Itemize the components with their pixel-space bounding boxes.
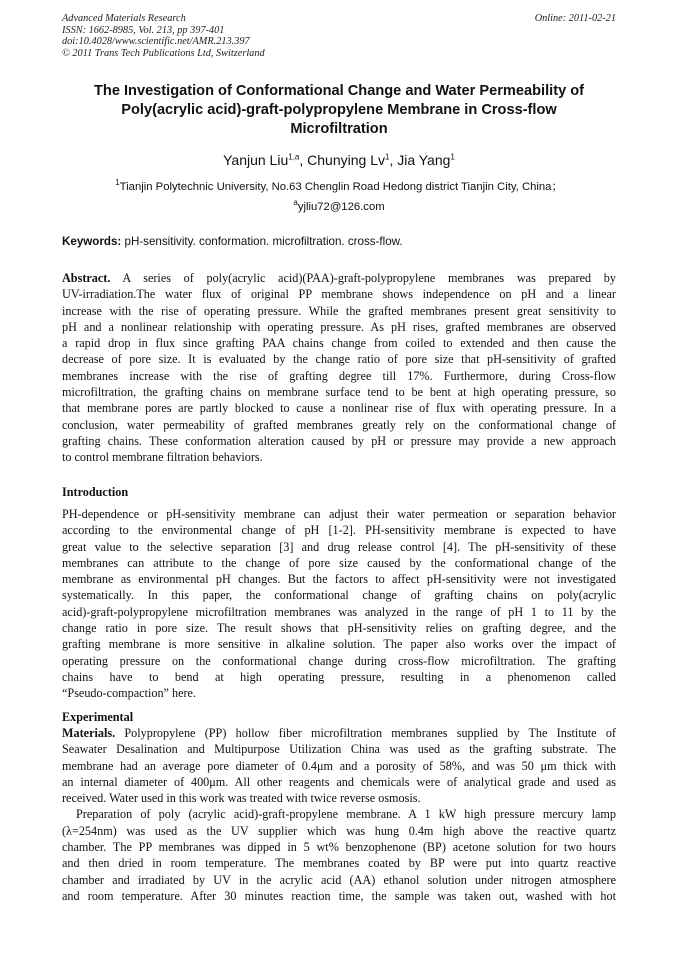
abstract-line: a rapid drop in flux since grafting PAA chains change from coiled to extended and then cause the bbox=[62, 336, 616, 351]
abstract-line: that membrane pores are partly blocked to cause a nonlinear rise of flux with operating pressure. In a bbox=[62, 401, 616, 416]
paper-title bbox=[62, 82, 616, 139]
introduction-line: operating pressure on the conformational change during cross-flow microfiltration. The grafting bbox=[62, 653, 616, 668]
affiliation bbox=[62, 180, 616, 194]
abstract-line: decrease of pore size. It is evaluated by the change ratio of pore size that pH-sensitivity of grafted bbox=[62, 352, 616, 367]
affiliation-mark: 1 bbox=[115, 178, 120, 188]
author-affiliation-mark: 1 bbox=[384, 152, 390, 162]
experimental-section bbox=[62, 725, 616, 904]
experimental-line: Preparation of poly (acrylic acid)-graft-propylene membrane. A 1 kW high pressure mercury lamp bbox=[76, 807, 616, 822]
abstract-line: Abstract. A series of poly(acrylic acid)(PAA)-graft-polypropylene membranes was prepared by bbox=[62, 271, 616, 285]
keywords-text: pH-sensitivity. conformation. microfiltration. cross-flow. bbox=[121, 235, 403, 248]
introduction-section bbox=[62, 506, 616, 702]
abstract-line: to control membrane filtration behaviors. bbox=[62, 450, 263, 465]
experimental-line: chamber. The PP membranes was dipped in 5 wt% benzophenone (BP) acetone solution for two hours bbox=[62, 840, 616, 855]
abstract-line: membranes increase with the rise of grafting degree till 17%. Furthermore, during Cross-flow bbox=[62, 368, 616, 383]
issn-line: ISSN: 1662-8985, Vol. 213, pp 397-401 bbox=[62, 24, 225, 36]
introduction-line: change ratio in pore size. The result shows that pH-sensitivity relies on grafting degree, and the bbox=[62, 621, 616, 636]
keywords-label: Keywords: bbox=[62, 235, 122, 248]
title-line: The Investigation of Conformational Change and Water Permeability of bbox=[93, 83, 585, 99]
author-name: Jia Yang bbox=[397, 152, 451, 168]
abstract-section bbox=[62, 270, 616, 466]
journal-name: Advanced Materials Research bbox=[62, 13, 186, 24]
author-list bbox=[62, 151, 616, 169]
introduction-line: chains have to bend at high operating pressure, resulting in a phenomenon called bbox=[62, 669, 616, 684]
experimental-heading: Experimental bbox=[62, 710, 134, 724]
introduction-line: membranes can attribute to the change of pore size caused by the conformational change of the bbox=[62, 555, 616, 570]
introduction-line: PH-dependence or pH-sensitivity membrane can adjust their water permeation or separation behavior bbox=[62, 507, 616, 521]
materials-label: Materials. bbox=[62, 726, 116, 740]
keywords-line bbox=[62, 235, 616, 249]
copyright-line: © 2011 Trans Tech Publications Ltd, Switzerland bbox=[62, 47, 265, 59]
affiliation-text: Tianjin Polytechnic University, No.63 Chenglin Road Hedong district Tianjin City, China； bbox=[119, 181, 563, 193]
author-name: Chunying Lv bbox=[307, 152, 385, 168]
abstract-line: increase with the rise of operating pressure. While the grafted membranes present great sensitivity to bbox=[62, 303, 616, 318]
title-line: Poly(acrylic acid)-graft-polypropylene Membrane in Cross-flow bbox=[121, 102, 557, 118]
introduction-line: great value to the selective separation [3] and drug release control [4]. The pH-sensitivity of these bbox=[62, 539, 616, 554]
experimental-line: Materials. Polypropylene (PP) hollow fiber microfiltration membranes supplied by The Institute of bbox=[62, 726, 616, 740]
experimental-line: an internal diameter of 400μm. All other reagents and chemicals were of analytical grade and used as bbox=[62, 774, 616, 789]
introduction-line: grafting membrane is more sensitive in alkaline solution. The paper also works over the impact of bbox=[62, 637, 616, 652]
author-affiliation-mark: 1,a bbox=[288, 152, 300, 162]
experimental-line: Seawater Desalination and Multipurpose Utilization China was used as the grafting substrate. The bbox=[62, 742, 616, 757]
experimental-line: (λ=254nm) was used as the UV supplier which was hung 0.4m high above the reactive quartz bbox=[62, 823, 616, 838]
abstract-line: grafting chains. These conformation alteration caused by pH or pressure may provide a new approach bbox=[62, 433, 616, 448]
doi-line: doi:10.4028/www.scientific.net/AMR.213.397 bbox=[62, 36, 250, 48]
author-email bbox=[62, 200, 616, 214]
author-affiliation-mark: 1 bbox=[450, 152, 455, 162]
abstract-line: pH and a nonlinear relationship with operating pressure. As pH rises, grafted membranes are observed bbox=[62, 319, 616, 334]
introduction-heading: Introduction bbox=[62, 485, 129, 499]
experimental-line: and then dried in room temperature. The membranes coated by BP were put into quartz reactive bbox=[62, 856, 616, 871]
author-separator: , bbox=[389, 152, 398, 168]
abstract-label: Abstract. bbox=[62, 271, 111, 285]
introduction-line: according to the environmental change of pH [1-2]. PH-sensitivity membrane is expected to have bbox=[62, 523, 616, 538]
title-line: Microfiltration bbox=[290, 121, 388, 137]
journal-header bbox=[62, 13, 616, 59]
author-separator: , bbox=[299, 152, 308, 168]
email-address: yjliu72@126.com bbox=[297, 201, 385, 213]
abstract-line: conclusion, water permeability of grafted membranes greatly rely on the conformational change of bbox=[62, 417, 616, 432]
experimental-line: received. Water used in this work was treated with twice reverse osmosis. bbox=[62, 791, 421, 806]
abstract-line: UV-irradiation.The water flux of original PP membrane shows independence on pH and a linear bbox=[62, 287, 616, 302]
email-mark: a bbox=[293, 198, 298, 208]
author-name: Yanjun Liu bbox=[223, 152, 289, 168]
experimental-line: chamber and irradiated by UV in the acrylic acid (AA) ethanol solution under nitrogen atmosphere bbox=[62, 872, 616, 887]
online-date: Online: 2011-02-21 bbox=[534, 13, 616, 24]
experimental-line: and room temperature. After 30 minutes reaction time, the sample was taken out, washed with hot bbox=[62, 888, 616, 903]
introduction-line: systematically. In this paper, the conformational change of grafting chains on poly(acrylic bbox=[62, 588, 616, 603]
introduction-line: “Pseudo-compaction” here. bbox=[62, 686, 197, 701]
introduction-line: membrane as environmental pH changes. But the factors to affect pH-sensitivity were not investigated bbox=[62, 572, 616, 587]
abstract-line: microfiltration, the grafting chains on membrane surface tend to be bent at high operating pressure, so bbox=[62, 385, 616, 400]
introduction-line: acid)-graft-polypropylene microfiltration membranes was analyzed in the range of pH 1 to 11 by the bbox=[62, 604, 616, 619]
experimental-line: membrane had an average pore diameter of 0.4μm and a porosity of 58%, and was 50 μm thick with bbox=[62, 758, 616, 773]
